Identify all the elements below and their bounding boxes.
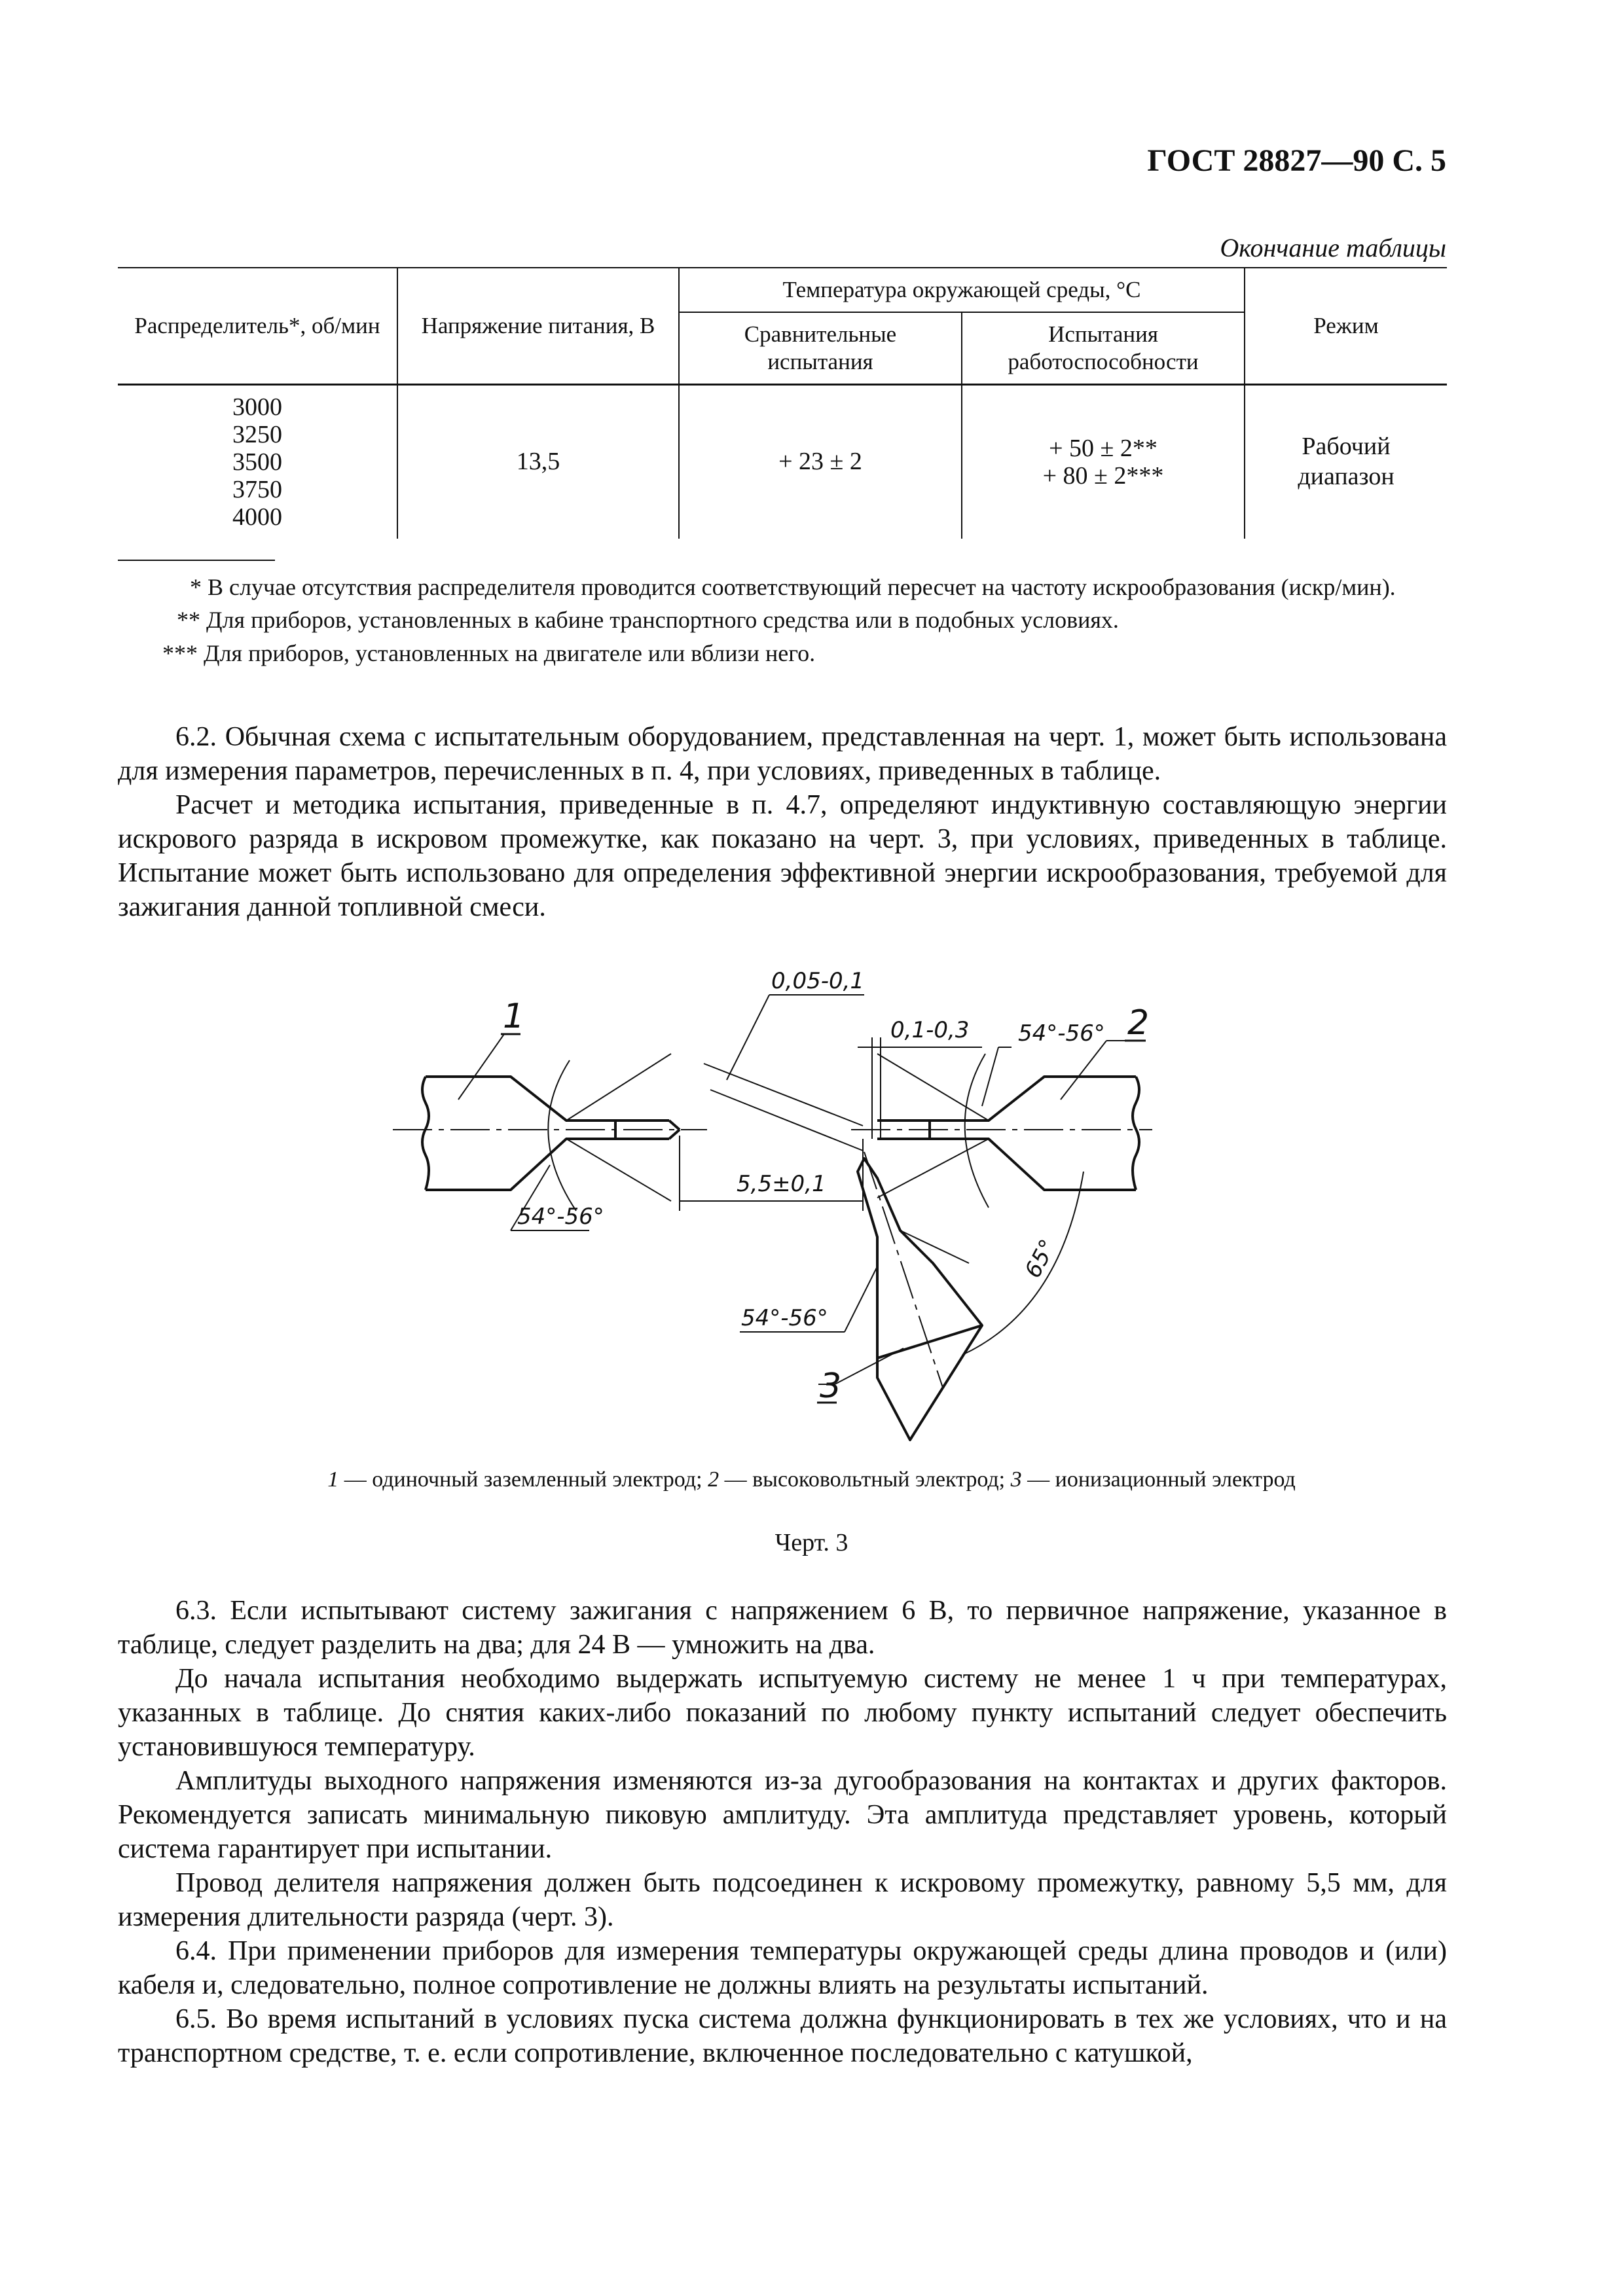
label-angle-left: 54°-56° [517, 1204, 604, 1230]
leader-line [835, 1348, 903, 1384]
electrode-drawing [367, 962, 1152, 1446]
rpm-value: 3500 [232, 448, 282, 476]
cell-mode: Рабочий диапазон [1245, 385, 1447, 539]
paragraph: 6.3. Если испытывают систему зажигания с напряжением 6 В, то первичное напряжение, указанное в таблице, следует разделить на два; для 24 В — умножить на два. [118, 1596, 1447, 1660]
header-performance: Испытания работоспособности [962, 312, 1245, 385]
extension-line [900, 1230, 969, 1263]
table-continuation-label: Окончание таблицы [1220, 233, 1446, 262]
paragraph: Расчет и методика испытания, приведенные в п. 4.7, определяют индуктивную составляющую энергии искрового разряда в искровом промежутке, как показано на черт. 3, при условиях, приведенных в таблице. Испытание может быть использовано для определения эффективной энергии искрообразования, требуемой для зажигания данной топливной смеси. [118, 790, 1447, 922]
drawing-title: Черт. 3 [775, 1529, 848, 1556]
section-6-3 [118, 1594, 1447, 2070]
cell-performance [962, 385, 1245, 539]
performance-value: + 80 ± 2*** [1042, 462, 1164, 490]
rpm-value: 3000 [232, 393, 282, 421]
cell-rpm [118, 385, 397, 539]
paragraph: 6.2. Обычная схема с испытательным оборудованием, представленная на черт. 1, может быть использована для измерения параметров, перечисленных в п. 4, при условиях, приведенных в таблице. [118, 722, 1447, 786]
section-6-2 [118, 720, 1447, 924]
electrode-3-body [858, 1158, 982, 1440]
label-angle-65: 65° [1019, 1235, 1062, 1283]
drawing-caption [0, 1467, 1623, 1492]
label-angle-right: 54°-56° [1018, 1020, 1105, 1047]
label-gap: 5,5±0,1 [737, 1171, 826, 1197]
paragraph: Амплитуды выходного напряжения изменяются из-за дугообразования на контактах и других факторов. Рекомендуется записать минимальную пиковую амплитуду. Эта амплитуда представляет уровень, который система гарантирует при испытании. [118, 1766, 1447, 1864]
leader-line [458, 1034, 504, 1100]
cell-comparative: + 23 ± 2 [679, 385, 962, 539]
label-tip-width: 0,1-0,3 [890, 1017, 970, 1043]
caption-text: — ионизационный электрод [1021, 1467, 1296, 1492]
rpm-value: 3750 [232, 476, 282, 503]
paragraph: 6.5. Во время испытаний в условиях пуска система должна функционировать в тех же условиях, что и на транспортном средстве, т. е. если сопротивление, включенное последовательно с катушкой, [118, 2004, 1447, 2068]
footnote-divider [118, 560, 275, 561]
electrode-1-tip [669, 1121, 680, 1130]
rpm-value: 4000 [232, 503, 282, 531]
table-row [118, 385, 1447, 539]
footnote: * В случае отсутствия распределителя проводится соответствующий пересчет на частоту искрообразования (искр/мин). [190, 574, 1396, 600]
parameters-table [118, 267, 1447, 539]
electrode-1-break [422, 1077, 429, 1190]
label-electrode-3: 3 [820, 1367, 842, 1406]
extension-line [566, 1054, 671, 1121]
header-distributor: Распределитель*, об/мин [118, 268, 397, 385]
label-angle-bottom: 54°-56° [741, 1305, 828, 1331]
leader-line [1061, 1041, 1106, 1100]
caption-text: — высоковольтный электрод; [719, 1467, 1011, 1492]
header-mode: Режим [1245, 268, 1447, 385]
footnote: *** Для приборов, установленных на двигателе или вблизи него. [162, 639, 816, 666]
electrode-1-body [426, 1077, 615, 1190]
extension-line [877, 1054, 989, 1121]
label-gap-offset: 0,05-0,1 [771, 968, 865, 994]
paragraph: 6.4. При применении приборов для измерения температуры окружающей среды длина проводов и (или) кабеля и, следовательно, полное сопротивление не должны влиять на результаты испытаний. [118, 1936, 1447, 2000]
header-comparative: Сравнительные испытания [679, 312, 962, 385]
electrode-2-break [1133, 1077, 1139, 1190]
header-temperature: Температура окружающей среды, °С [679, 268, 1245, 312]
caption-text: — одиночный заземленный электрод; [338, 1467, 708, 1492]
header-voltage: Напряжение питания, В [397, 268, 679, 385]
performance-value: + 50 ± 2** [1049, 435, 1158, 462]
leader-line [727, 995, 769, 1080]
dimension-line [710, 1090, 863, 1151]
extension-line [566, 1139, 671, 1201]
dimension-line [704, 1064, 863, 1126]
caption-number: 3 [1010, 1467, 1022, 1492]
leader-line [845, 1266, 877, 1332]
rpm-value: 3250 [232, 421, 282, 448]
electrode-2-body [930, 1077, 1136, 1190]
paragraph: До начала испытания необходимо выдержать испытуемую систему не менее 1 ч при температурах, указанных в таблице. До снятия каких-либо показаний по любому пункту испытаний следует обеспечить установившуюся температуру. [118, 1664, 1447, 1762]
cell-voltage: 13,5 [397, 385, 679, 539]
caption-number: 2 [708, 1467, 720, 1492]
page-header: ГОСТ 28827—90 С. 5 [1147, 143, 1446, 178]
angle-arc [548, 1060, 576, 1211]
label-electrode-2: 2 [1127, 1003, 1150, 1043]
footnote: ** Для приборов, установленных в кабине транспортного средства или в подобных условиях. [177, 607, 1119, 634]
footnotes [118, 571, 1447, 670]
angle-arc [965, 1054, 989, 1208]
caption-number: 1 [327, 1467, 339, 1492]
label-electrode-1: 1 [503, 997, 525, 1036]
electrode-1-tip [669, 1130, 680, 1139]
paragraph: Провод делителя напряжения должен быть подсоединен к искровому промежутку, равному 5,5 мм, для измерения длительности разряда (черт. 3). [118, 1868, 1447, 1932]
